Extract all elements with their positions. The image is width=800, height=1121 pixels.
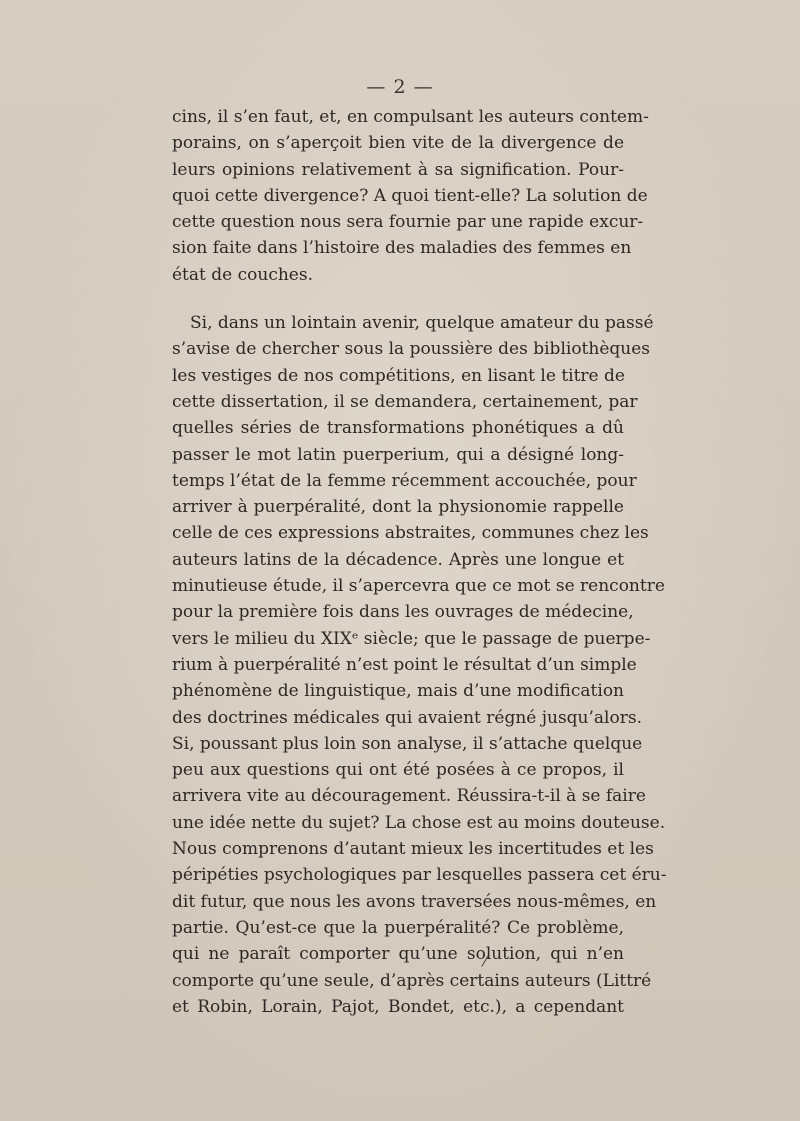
text-line: s’avise de chercher sous la poussière des bibliothèques: [172, 339, 651, 360]
text-line: Nous comprenons d’autant mieux les incertitudes et les: [172, 839, 654, 860]
text-line: vers le milieu du XIXᵉ siècle; que le passage de puerpe-: [172, 628, 651, 649]
text-line: pour la première fois dans les ouvrages de médecine,: [172, 602, 634, 623]
pencil-mark-icon: [477, 953, 493, 969]
page-number: — 2 —: [366, 76, 434, 98]
text-line: péripéties psychologiques par lesquelles passera cet éru-: [172, 865, 667, 886]
text-line: porains, on s’aperçoit bien vite de la divergence de: [172, 133, 624, 154]
text-line: quoi cette divergence? A quoi tient-elle? La solution de: [172, 185, 648, 206]
text-line: les vestiges de nos compétitions, en lisant le titre de: [172, 365, 625, 386]
text-line: dit futur, que nous les avons traversées nous-mêmes, en: [172, 891, 657, 912]
text-line: celle de ces expressions abstraites, communes chez les: [172, 523, 649, 544]
text-line: peu aux questions qui ont été posées à ce propos, il: [172, 760, 624, 781]
body-text: [172, 104, 667, 1020]
text-line: une idée nette du sujet? La chose est au moins douteuse.: [172, 812, 666, 833]
text-line: phénomène de linguistique, mais d’une modification: [172, 681, 624, 702]
text-line: auteurs latins de la décadence. Après une longue et: [172, 549, 624, 570]
text-line: passer le mot latin puerperium, qui a désigné long-: [172, 444, 624, 465]
text-line: des doctrines médicales qui avaient régné jusqu’alors.: [172, 707, 642, 728]
text-line: arriver à puerpéralité, dont la physionomie rappelle: [172, 497, 624, 518]
text-line: Si, poussant plus loin son analyse, il s’attache quelque: [172, 733, 643, 754]
text-line: partie. Qu’est-ce que la puerpéralité? Ce problème,: [172, 917, 624, 938]
text-line: comporte qu’une seule, d’après certains auteurs (Littré: [172, 970, 652, 991]
pencil-mark: [477, 953, 493, 969]
text-line: quelles séries de transformations phonétiques a dû: [172, 418, 624, 439]
text-line: cins, il s’en faut, et, en compulsant les auteurs contem-: [172, 107, 649, 127]
text-line: cette dissertation, il se demandera, certainement, par: [172, 391, 638, 412]
paragraph-1: [172, 104, 649, 288]
text-line: Si, dans un lointain avenir, quelque amateur du passé: [190, 313, 654, 334]
text-line: temps l’état de la femme récemment accouchée, pour: [172, 470, 637, 491]
text-line: rium à puerpéralité n’est point le résultat d’un simple: [172, 654, 637, 675]
text-line: sion faite dans l’histoire des maladies des femmes en: [172, 238, 632, 259]
text-line: minutieuse étude, il s’apercevra que ce mot se rencontre: [172, 576, 665, 597]
text-line: qui ne paraît comporter qu’une solution, qui n’en: [172, 944, 624, 965]
paragraph-2: [172, 310, 667, 1020]
text-line: état de couches.: [172, 264, 313, 285]
text-line: leurs opinions relativement à sa signification. Pour-: [172, 159, 624, 180]
text-line: arrivera vite au découragement. Réussira-t-il à se faire: [172, 786, 646, 807]
text-line: et Robin, Lorain, Pajot, Bondet, etc.), a cependant: [172, 996, 624, 1017]
paragraph-gap: [172, 288, 624, 310]
text-line: cette question nous sera fournie par une rapide excur-: [172, 212, 644, 233]
